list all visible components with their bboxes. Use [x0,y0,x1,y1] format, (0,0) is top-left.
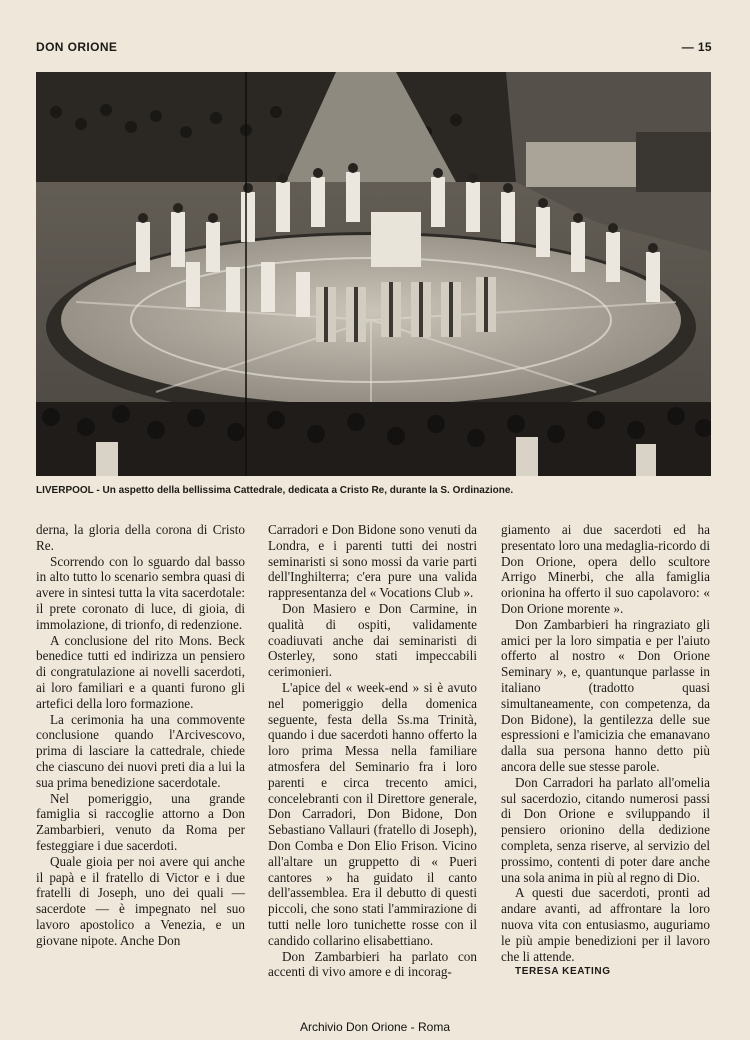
paragraph: Don Carradori ha parlato all'omelia sul sacerdozio, citando numerosi passi di Don Orione e sviluppando il pensiero orionino della dedizione completa, senza riserve, al servizio del prossimo, contenti di poter dare anche una sola anima in più al regno di Dio. [501,774,710,885]
cathedral-photo [36,72,711,476]
page-header [36,40,712,58]
page-number: — 15 [681,40,712,54]
article-column-1 [36,522,245,949]
paragraph: A questi due sacerdoti, pronti ad andare avanti, ad affrontare la loro nuova vita con entusiasmo, auguriamo le più ampie benedizioni per il lavoro che li attende. [501,885,710,964]
magazine-title: DON ORIONE [36,40,118,54]
cathedral-illustration [36,72,711,476]
photo-caption: LIVERPOOL - Un aspetto della bellissima Cattedrale, dedicata a Cristo Re, durante la S. Ordinazione. [36,485,514,496]
paragraph: giamento ai due sacerdoti ed ha presentato loro una medaglia-ricordo di Don Orione, opera dello scultore Arrigo Minerbi, che alla famiglia orionina ha offerto il suo capolavoro: « Don Orione morente ». [501,522,710,616]
article-column-3 [501,522,710,980]
paragraph: A conclusione del rito Mons. Beck benedice tutti ed indirizza un pensiero di congratulazione ai novelli sacerdoti, ai loro familiari e a quanti furono gli artefici della loro formazione. [36,632,245,711]
paragraph: Nel pomeriggio, una grande famiglia si raccoglie attorno a Don Zambarbieri, venuto da Roma per festeggiare i due sacerdoti. [36,790,245,853]
author-signature: TERESA KEATING [515,966,611,978]
paragraph: Don Zambarbieri ha parlato con accenti di vivo amore e di incorag- [268,948,477,980]
archive-footer: Archivio Don Orione - Roma [299,1020,451,1034]
paragraph: derna, la gloria della corona di Cristo Re. [36,522,245,553]
paragraph: Scorrendo con lo sguardo dal basso in alto tutto lo scenario sembra quasi di avere in sintesi tutta la vita sacerdotale: il prete coronato di luce, di gioia, di immolazione, di trionfo, di redenzione. [36,553,245,632]
article-column-2 [268,522,477,980]
paragraph: Carradori e Don Bidone sono venuti da Londra, e i parenti tutti dei nostri seminaristi si sono mossi da varie parti dell'Inghilterra; c'era pure una valida rappresentanza del « Vocations Club ». [268,522,477,601]
paragraph: Don Masiero e Don Carmine, in qualità di ospiti, validamente coadiuvati anche dai seminaristi di Osterley, sono stati impeccabili cerimonieri. [268,600,477,680]
paragraph: Don Zambarbieri ha ringraziato gli amici per la loro simpatia e per l'aiuto offerto al nostro « Don Orione Seminary », e, quantunque parlasse in italiano (tradotto quasi simultaneamente, con competenza, da Don Bidone), la gentilezza delle sue espressioni e l'amicizia che emanavano dalla sua persona hanno detto più ancora delle sue stesse parole. [501,616,710,774]
paragraph: La cerimonia ha una commovente conclusione quando l'Arcivescovo, prima di lasciare la cattedrale, chiede che ciascuno dei nuovi preti dia a lui la sua prima benedizione sacerdotale. [36,711,245,790]
paragraph: L'apice del « week-end » si è avuto nel pomeriggio della domenica seguente, festa della Ss.ma Trinità, quando i due sacerdoti hanno offerto la loro prima Messa nella familiare atmosfera del Seminario fra i loro parenti e circa trecento amici, concelebranti con il Direttore generale, Don Carradori, Don Bidone, Don Sebastiano Vallauri (fratello di Joseph), Don Comba e Don Elio Frison. Vicino all'altare un gruppetto di « Pueri cantores » ha guidato il canto dell'assemblea. Era il debutto di questi piccoli, che sono stati l'ammirazione di tutti nelle loro tunichette rosse con il candido collarino elisabettiano. [268,679,477,948]
paragraph: Quale gioia per noi avere qui anche il papà e il fratello di Victor e i due fratelli di Joseph, uno dei quali — sacerdote — è impegnato nel suo lavoro apostolico a Venezia, e un giovane nipote. Anche Don [36,853,245,948]
